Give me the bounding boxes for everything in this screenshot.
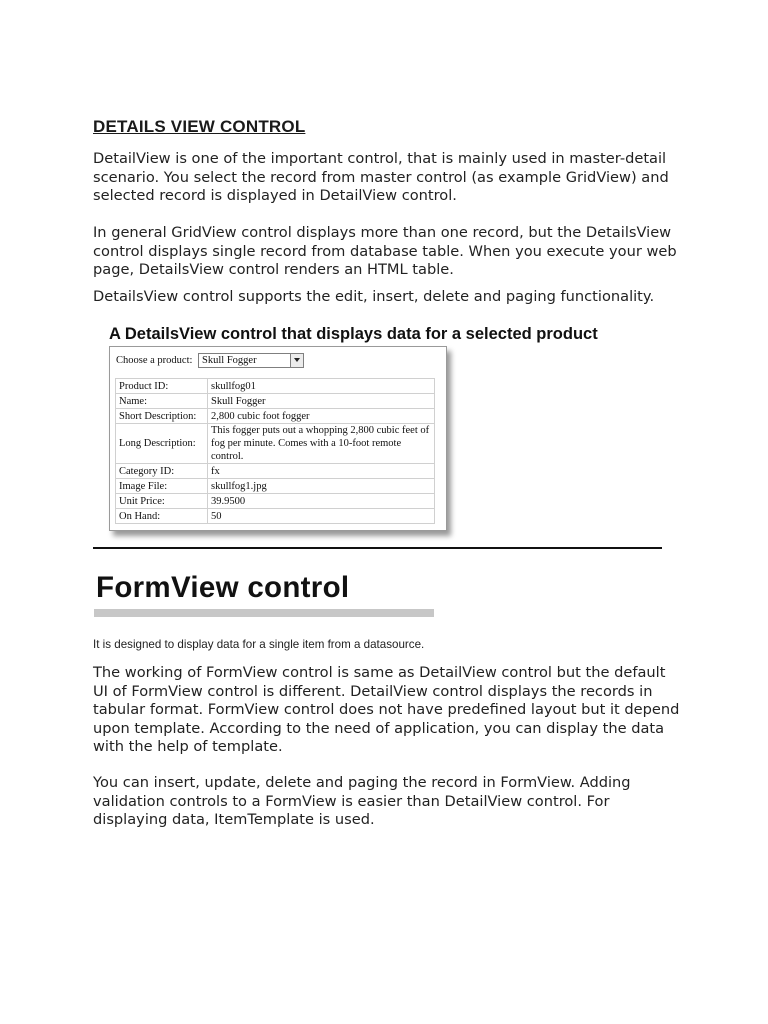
heading-underline-bar (94, 609, 434, 617)
detailsview-screenshot (109, 346, 447, 531)
field-value: skullfog01 (208, 379, 435, 394)
field-value: This fogger puts out a whopping 2,800 cubic feet of fog per minute. Comes with a 10-foot remote control. (208, 424, 435, 464)
horizontal-divider (93, 547, 662, 549)
details-table (115, 378, 435, 524)
figure-caption: A DetailsView control that displays data for a selected product (109, 325, 598, 343)
field-value: skullfog1.jpg (208, 479, 435, 494)
product-chooser (116, 353, 304, 368)
formview-heading: FormView control (96, 571, 350, 604)
table-row (116, 479, 435, 494)
field-value: Skull Fogger (208, 394, 435, 409)
paragraph-gridview-comparison: In general GridView control displays more than one record, but the DetailsView control displays single record from database table. When you execute your web page, DetailsView control renders an HTML table. (93, 224, 677, 278)
field-label: Unit Price: (116, 494, 208, 509)
field-label: Short Description: (116, 409, 208, 424)
field-value: 39.9500 (208, 494, 435, 509)
field-label: Category ID: (116, 464, 208, 479)
table-row (116, 409, 435, 424)
field-value: 50 (208, 509, 435, 524)
table-row (116, 464, 435, 479)
product-select[interactable] (198, 353, 304, 368)
table-row (116, 424, 435, 464)
paragraph-detailview-features: DetailsView control supports the edit, insert, delete and paging functionality. (93, 288, 655, 305)
details-view-heading: DETAILS VIEW CONTROL (93, 117, 306, 136)
formview-intro: It is designed to display data for a single item from a datasource. (93, 638, 425, 651)
paragraph-formview-features: You can insert, update, delete and paging the record in FormView. Adding validation controls to a FormView is easier than DetailView control. For displaying data, ItemTemplate is used. (93, 774, 631, 828)
table-row (116, 379, 435, 394)
product-select-value: Skull Fogger (202, 355, 257, 366)
paragraph-formview-working: The working of FormView control is same as DetailView control but the default UI of FormView control is different. DetailView control displays the records in tabular format. FormView control does not have predefined layout but it depend upon template. According to the need of application, you can display the data with the help of template. (93, 664, 680, 755)
table-row (116, 509, 435, 524)
field-value: fx (208, 464, 435, 479)
field-label: Image File: (116, 479, 208, 494)
field-label: Long Description: (116, 424, 208, 464)
paragraph-detailview-intro: DetailView is one of the important control, that is mainly used in master-detail scenario. You select the record from master control (as example GridView) and selected record is displayed in DetailView control. (93, 150, 669, 204)
field-label: Product ID: (116, 379, 208, 394)
field-value: 2,800 cubic foot fogger (208, 409, 435, 424)
product-chooser-label: Choose a product: (116, 355, 193, 366)
dropdown-arrow-icon[interactable] (290, 354, 303, 367)
field-label: Name: (116, 394, 208, 409)
table-row (116, 494, 435, 509)
field-label: On Hand: (116, 509, 208, 524)
table-row (116, 394, 435, 409)
